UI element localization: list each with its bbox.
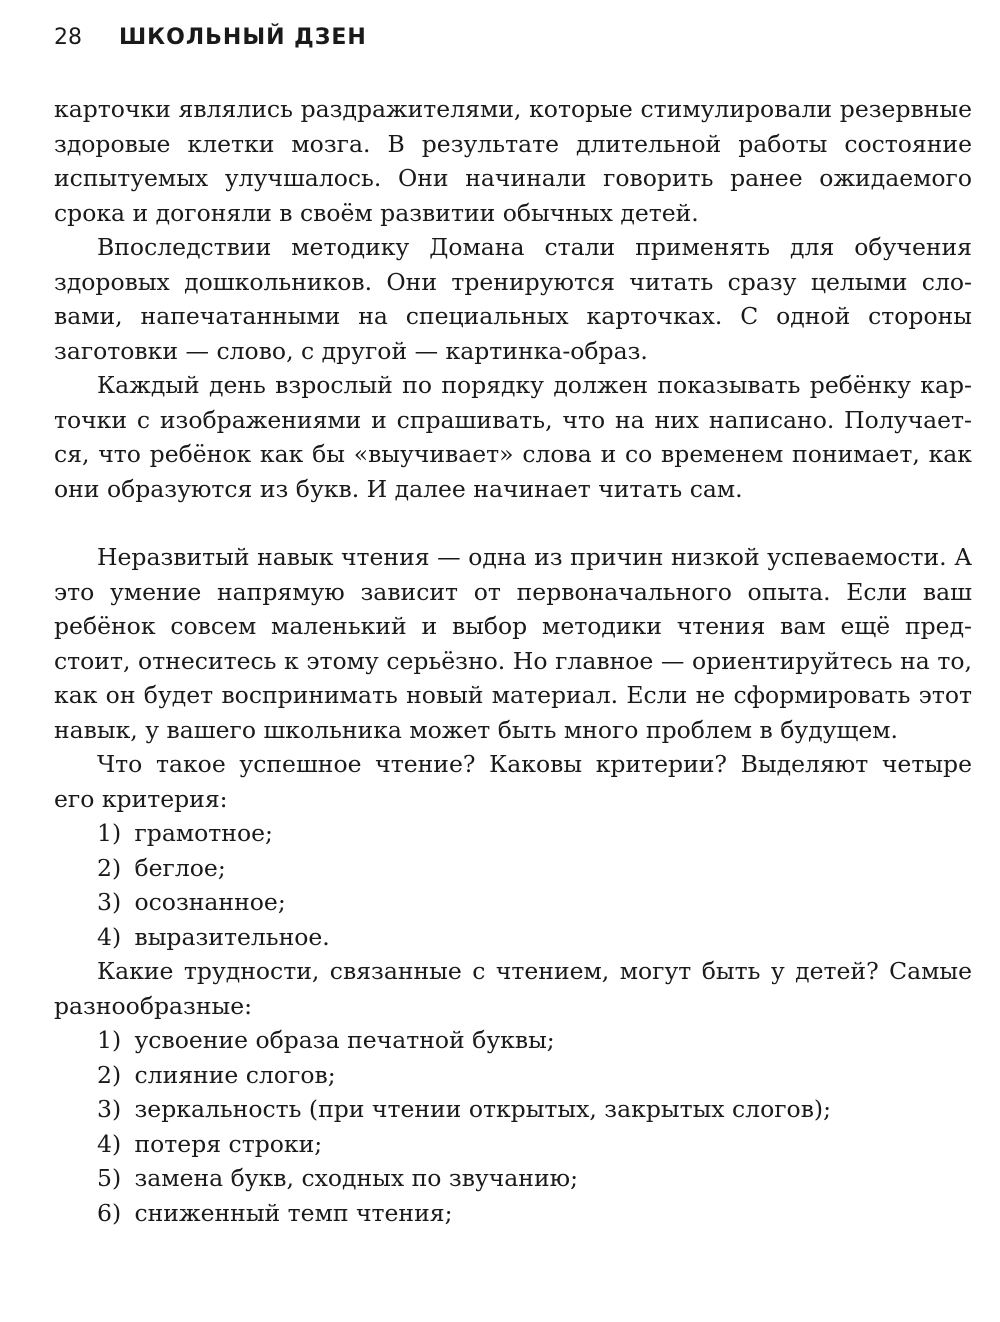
list-item (54, 1127, 972, 1162)
list-item-number: 3) (97, 1095, 122, 1123)
list-item (54, 1161, 972, 1196)
paragraph-reading-skill: Неразвитый навык чтения — одна из причин низкой успеваемости. А это умение напрямую зависит от первоначального опыта. Если ваш ребёнок совсем маленький и выбор методики чтения вам ещё предстоит, отнеситесь к этому серьёзно. Но главное — ориентируйтесь на то, как он будет воспринимать новый материал. Если не сформировать этот навык, у вашего школьника может быть много проблем в будущем. (54, 543, 972, 744)
list-item-number: 4) (97, 1129, 122, 1158)
list-item-text: выразительное. (134, 922, 330, 951)
list-item-text: потеря строки; (134, 1129, 323, 1158)
list-item (54, 1023, 972, 1058)
difficulties-list (54, 1023, 972, 1230)
list-item-text: замена букв, сходных по звучанию; (134, 1164, 579, 1192)
list-item-text: грамотное; (134, 819, 273, 847)
list-item (54, 816, 972, 851)
section-break (54, 506, 972, 540)
list-item-text: беглое; (134, 853, 226, 882)
list-item-number: 2) (97, 853, 122, 882)
list-item-text: сниженный темп чтения; (134, 1198, 453, 1227)
running-head (54, 24, 367, 52)
list-item (54, 1196, 972, 1231)
list-item-text: осознанное; (134, 888, 286, 916)
paragraph-doman-method: Впоследствии методику Домана стали применять для обучения здоровых дошкольников. Они тренируются читать сразу целыми словами, напечатанными на специальных карточках. С одной стороны заготовки — слово, с другой — картинка-образ. (54, 233, 972, 365)
list-item-number: 2) (97, 1060, 122, 1089)
list-item-text: зеркальность (при чтении открытых, закрытых слогов); (134, 1095, 832, 1123)
paragraph-criteria-intro: Что такое успешное чтение? Каковы критерии? Выделяют четыре его критерия: (54, 750, 972, 813)
paragraph-difficulties-intro: Какие трудности, связанные с чтением, могут быть у детей? Самые разнообразные: (54, 957, 972, 1020)
paragraph-continued: карточки являлись раздражителями, которые стимулировали резервные здоровые клетки мозга. В результате длительной работы состояние испытуемых улучшалось. Они начинали говорить ранее ожидаемого срока и догоняли в своём развитии обычных детей. (54, 95, 972, 227)
running-title: ШКОЛЬНЫЙ ДЗЕН (119, 25, 367, 50)
list-item (54, 1058, 972, 1093)
criteria-list (54, 816, 972, 954)
list-item-text: слияние слогов; (134, 1060, 336, 1089)
list-item (54, 920, 972, 955)
page-number: 28 (54, 25, 82, 50)
list-item-number: 3) (97, 888, 122, 916)
list-item-number: 5) (97, 1164, 122, 1192)
list-item-number: 4) (97, 922, 122, 951)
list-item-number: 6) (97, 1198, 122, 1227)
list-item-number: 1) (97, 1026, 122, 1054)
list-item (54, 885, 972, 920)
list-item-text: усвоение образа печатной буквы; (134, 1026, 555, 1054)
list-item (54, 851, 972, 886)
list-item-number: 1) (97, 819, 122, 847)
list-item (54, 1092, 972, 1127)
page-body (54, 92, 972, 1230)
paragraph-daily-cards: Каждый день взрослый по порядку должен показывать ребёнку карточки с изображениями и спрашивать, что на них написано. Получается, что ребёнок как бы «выучивает» слова и со временем понимает, как они образуются из букв. И далее начинает читать сам. (54, 371, 972, 503)
